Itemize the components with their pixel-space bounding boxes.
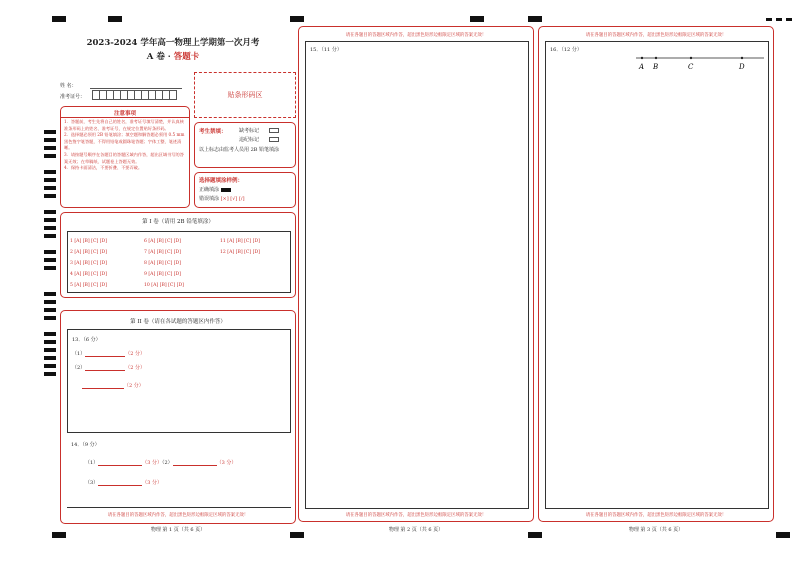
- correct-fill-row: [199, 186, 231, 193]
- mc-row[interactable]: 3 [A] [B] [C] [D]: [70, 261, 107, 266]
- page-footer: 物理 第 2 页（共 6 页）: [388, 527, 444, 533]
- point-d-label: D: [739, 63, 745, 71]
- part-number: （2）: [72, 365, 86, 371]
- notice-item: 4．保持卡面清洁，不要折叠、不要弄破。: [64, 165, 143, 171]
- subtitle-prefix: A 卷 ·: [146, 52, 174, 62]
- section-1-title: 第 I 卷（请用 2B 铅笔填涂）: [142, 219, 214, 225]
- q13-part1: [72, 350, 145, 357]
- score-note: （2 分）: [125, 365, 145, 371]
- absent-checkbox[interactable]: [269, 128, 279, 133]
- exam-title: 2023-2024 学年高一物理上学期第一次月考: [86, 38, 260, 48]
- alignment-mark: [108, 16, 122, 22]
- point-a: [641, 57, 643, 59]
- notice-box: [60, 106, 190, 208]
- mc-row[interactable]: 12 [A] [B] [C] [D]: [220, 250, 260, 255]
- fill-example-box: [194, 172, 296, 208]
- boundary-warning: 请在各题目的答题区域内作答，超出黑色矩形边框限定区域的答案无效！: [585, 33, 727, 38]
- point-a-label: A: [639, 63, 645, 71]
- boundary-warning: 请在各题目的答题区域内作答，超出黑色矩形边框限定区域的答案无效！: [107, 513, 249, 518]
- violation-checkbox[interactable]: [269, 137, 279, 142]
- notice-title: 注意事项: [113, 111, 136, 117]
- score-note: （3 分）: [142, 480, 162, 486]
- q14-part3: [85, 479, 162, 486]
- violation-label: 违纪标记: [239, 137, 260, 143]
- name-field[interactable]: [90, 88, 182, 89]
- points-on-line-figure: [634, 52, 768, 74]
- point-c-label: C: [688, 63, 694, 71]
- mc-row[interactable]: 5 [A] [B] [C] [D]: [70, 283, 107, 288]
- answer-blank[interactable]: [98, 485, 142, 486]
- score-note: （2 分）: [124, 383, 144, 389]
- page-footer: 物理 第 1 页（共 6 页）: [150, 527, 206, 533]
- alignment-mark: [766, 18, 772, 21]
- mc-row[interactable]: 9 [A] [B] [C] [D]: [144, 272, 181, 277]
- q13-label: 13．（6 分）: [72, 337, 101, 343]
- alignment-mark: [776, 18, 782, 21]
- page-3-box: [538, 26, 774, 522]
- absent-row: [239, 127, 279, 134]
- answer-blank[interactable]: [82, 388, 124, 389]
- mc-row[interactable]: 1 [A] [B] [C] [D]: [70, 239, 107, 244]
- q14-area[interactable]: [67, 433, 291, 507]
- candidate-note: 以上标志由监考人员用 2B 铅笔填涂: [199, 147, 280, 153]
- exam-subtitle: [60, 50, 286, 62]
- mc-row[interactable]: 2 [A] [B] [C] [D]: [70, 250, 107, 255]
- page-footer: 物理 第 3 页（共 6 页）: [628, 527, 684, 533]
- q13-part3: [82, 382, 144, 389]
- exam-id-boxes[interactable]: [92, 90, 176, 100]
- wrong-fill-row: [199, 195, 245, 202]
- page-2-box: [298, 26, 534, 522]
- score-note: （3 分）: [216, 460, 237, 466]
- candidate-marks-box: [194, 122, 296, 168]
- absent-label: 缺考标记: [239, 128, 260, 134]
- subtitle-answer-card: 答题卡: [173, 52, 200, 62]
- mc-row[interactable]: 7 [A] [B] [C] [D]: [144, 250, 181, 255]
- q16-label: 16．（12 分）: [550, 47, 582, 53]
- q13-part2: [72, 364, 145, 371]
- mc-row[interactable]: 10 [A] [B] [C] [D]: [144, 283, 184, 288]
- mc-grid: [67, 231, 291, 293]
- notice-item: 3．请按题号顺序在各题目的答题区域内作答，超出区域书写的答案无效；在草稿纸、试题卷上答题无效。: [64, 151, 184, 164]
- q14-part1-2: [85, 459, 236, 466]
- barcode-label: 贴条形码区: [227, 91, 263, 99]
- part-number: （2）: [161, 460, 173, 466]
- point-b: [655, 57, 657, 59]
- fill-example-title: 选择题填涂样例：: [199, 178, 244, 184]
- notice-list: [64, 119, 186, 172]
- point-d: [741, 57, 743, 59]
- alignment-mark: [776, 532, 790, 538]
- mc-row[interactable]: 8 [A] [B] [C] [D]: [144, 261, 181, 266]
- part-number: （3）: [85, 480, 99, 486]
- mc-column-1: [70, 236, 107, 291]
- alignment-mark: [290, 16, 304, 22]
- section-2-box: [60, 310, 296, 524]
- wrong-fill-label: 错误填涂: [199, 196, 220, 202]
- boundary-warning: 请在各题目的答题区域内作答，超出黑色矩形边框限定区域的答案无效！: [585, 513, 727, 518]
- exam-id-label: 准考证号：: [60, 94, 86, 100]
- correct-fill-label: 正确填涂: [199, 187, 220, 193]
- violation-row: [239, 136, 279, 143]
- barcode-area: [194, 72, 296, 118]
- q14-label: 14．（9 分）: [71, 442, 100, 448]
- answer-blank[interactable]: [173, 465, 217, 466]
- wrong-fill-samples: [×] [√] [/]: [220, 196, 245, 202]
- mc-row[interactable]: 6 [A] [B] [C] [D]: [144, 239, 181, 244]
- section-2-title: 第 II 卷（请在各试题的答题区内作答）: [130, 319, 226, 325]
- answer-blank[interactable]: [98, 465, 142, 466]
- mc-column-3: [220, 236, 260, 258]
- alignment-mark: [786, 18, 792, 21]
- q13-area[interactable]: [67, 329, 291, 433]
- part-number: （1）: [72, 351, 86, 357]
- section-1-box: [60, 212, 296, 298]
- alignment-mark: [528, 16, 542, 22]
- score-note: （2 分）: [125, 351, 145, 357]
- boundary-warning: 请在各题目的答题区域内作答，超出黑色矩形边框限定区域的答案无效！: [345, 33, 487, 38]
- mc-row[interactable]: 11 [A] [B] [C] [D]: [220, 239, 260, 244]
- part-number: （1）: [85, 460, 99, 466]
- alignment-mark: [470, 16, 484, 22]
- point-b-label: B: [653, 63, 659, 71]
- filled-bubble-sample: [221, 188, 231, 192]
- notice-item: 2．选择题必须用 2B 铅笔填涂；填空题和解答题必须用 0.5 mm 黑色签字笔答题，不得用铅笔或圆珠笔答题；字体工整、笔迹清晰。: [64, 132, 185, 151]
- candidate-title: 考生禁填：: [199, 129, 227, 135]
- mc-row[interactable]: 4 [A] [B] [C] [D]: [70, 272, 107, 277]
- score-note: （3 分）: [142, 460, 162, 466]
- name-label: 姓 名：: [60, 83, 77, 89]
- q15-area[interactable]: [305, 41, 529, 509]
- mc-column-2: [144, 236, 184, 291]
- point-c: [690, 57, 692, 59]
- boundary-warning: 请在各题目的答题区域内作答，超出黑色矩形边框限定区域的答案无效！: [345, 513, 487, 518]
- q16-area[interactable]: [545, 41, 769, 509]
- answer-blank[interactable]: [85, 370, 125, 371]
- notice-item: 1．答题前，考生先将自己的姓名，准考证号填写清楚，并认真核准条形码上的姓名、准考证号，在规定位置贴好条形码。: [64, 119, 184, 131]
- answer-blank[interactable]: [85, 356, 125, 357]
- q15-label: 15．（11 分）: [310, 47, 342, 53]
- alignment-mark: [52, 16, 66, 22]
